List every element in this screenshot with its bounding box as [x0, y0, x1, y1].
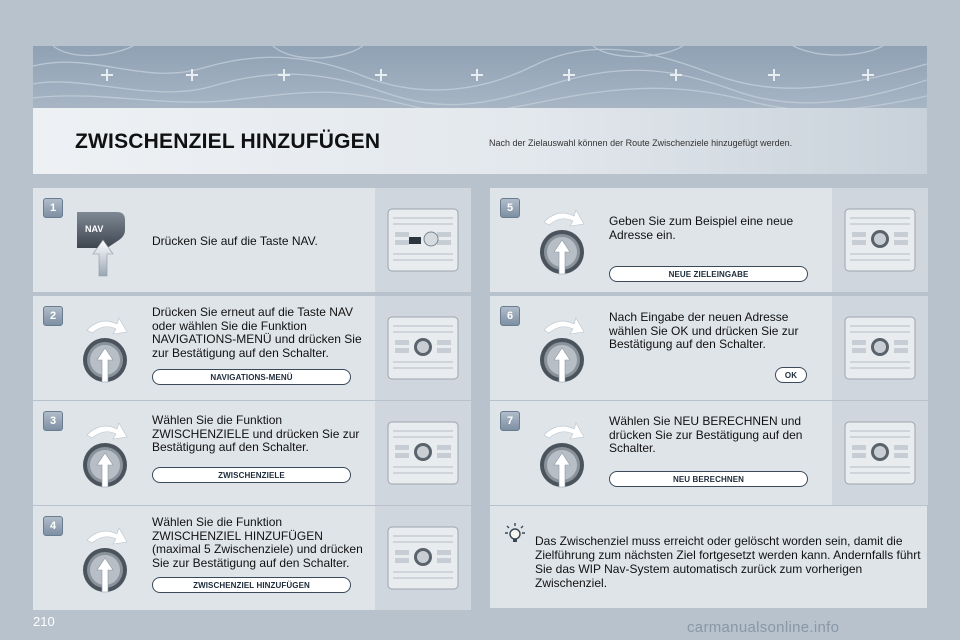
- step-6-card: [490, 296, 928, 400]
- page-number: 210: [33, 614, 55, 629]
- radio-control-panel-icon: [844, 421, 916, 485]
- step-text: Wählen Sie die Funktion ZWISCHENZIEL HINZUFÜGEN (maximal 5 Zwischenziele) und drücken Sie zur Bestätigung auf den Schalter.: [152, 515, 363, 570]
- step-number-badge: 7: [500, 411, 520, 431]
- rotary-knob-icon: [73, 419, 137, 499]
- menu-option-zwischenziel-hinzufuegen[interactable]: ZWISCHENZIEL HINZUFÜGEN: [152, 577, 351, 593]
- info-note-text: Das Zwischenziel muss erreicht oder gelöscht worden sein, damit die Zielführung zum nächsten Ziel fortgesetzt werden kann. Andernfalls führt Sie das WIP Nav-System automatisch zurück zum vorherigen Zwischenziel.: [535, 534, 921, 590]
- topographic-pattern: [33, 46, 927, 108]
- menu-option-navigations-menu[interactable]: NAVIGATIONS-MENÜ: [152, 369, 351, 385]
- radio-control-panel-icon: [387, 208, 459, 272]
- ok-button[interactable]: OK: [775, 367, 807, 383]
- rotary-knob-icon: [530, 314, 594, 394]
- menu-option-zwischenziele[interactable]: ZWISCHENZIELE: [152, 467, 351, 483]
- step-text: Drücken Sie erneut auf die Taste NAV oder wählen Sie die Funktion NAVIGATIONS-MENÜ und drücken Sie zur Bestätigung auf den Schalter.: [152, 305, 362, 360]
- info-note-card: [490, 506, 927, 608]
- step-5-card: [490, 188, 928, 292]
- step-2-card: [33, 296, 471, 400]
- rotary-knob-icon: [530, 419, 594, 499]
- step-text: Drücken Sie auf die Taste NAV.: [152, 234, 318, 248]
- rotary-knob-icon: [530, 206, 594, 286]
- header-banner: [33, 46, 927, 108]
- rotary-knob-icon: [73, 524, 137, 604]
- radio-control-panel-icon: [387, 316, 459, 380]
- step-number-badge: 6: [500, 306, 520, 326]
- radio-control-panel-icon: [387, 421, 459, 485]
- step-number-badge: 3: [43, 411, 63, 431]
- page-subtitle: Nach der Zielauswahl können der Route Zwischenziele hinzugefügt werden.: [489, 138, 793, 148]
- lightbulb-icon: [504, 522, 526, 544]
- step-4-card: [33, 506, 471, 610]
- radio-control-panel-icon: [387, 526, 459, 590]
- step-7-card: [490, 401, 928, 505]
- step-text: Wählen Sie NEU BERECHNEN und drücken Sie zur Bestätigung auf den Schalter.: [609, 414, 803, 455]
- step-1-card: [33, 188, 471, 292]
- nav-key-icon: [73, 210, 133, 280]
- nav-key-label: NAV: [85, 224, 104, 234]
- rotary-knob-icon: [73, 314, 137, 394]
- radio-control-panel-icon: [844, 208, 916, 272]
- step-number-badge: 1: [43, 198, 63, 218]
- step-text: Geben Sie zum Beispiel eine neue Adresse ein.: [609, 214, 794, 242]
- step-number-badge: 4: [43, 516, 63, 536]
- page-title: ZWISCHENZIEL HINZUFÜGEN: [75, 130, 381, 153]
- radio-control-panel-icon: [844, 316, 916, 380]
- menu-option-neue-zieleingabe[interactable]: NEUE ZIELEINGABE: [609, 266, 808, 282]
- step-text: Wählen Sie die Funktion ZWISCHENZIELE und drücken Sie zur Bestätigung auf den Schalter.: [152, 413, 360, 454]
- step-3-card: [33, 401, 471, 505]
- title-bar: [33, 108, 927, 174]
- step-number-badge: 2: [43, 306, 63, 326]
- menu-option-neu-berechnen[interactable]: NEU BERECHNEN: [609, 471, 808, 487]
- watermark: carmanualsonline.info: [687, 619, 840, 636]
- step-text: Nach Eingabe der neuen Adresse wählen Sie OK und drücken Sie zur Bestätigung auf den Schalter.: [609, 310, 799, 351]
- step-number-badge: 5: [500, 198, 520, 218]
